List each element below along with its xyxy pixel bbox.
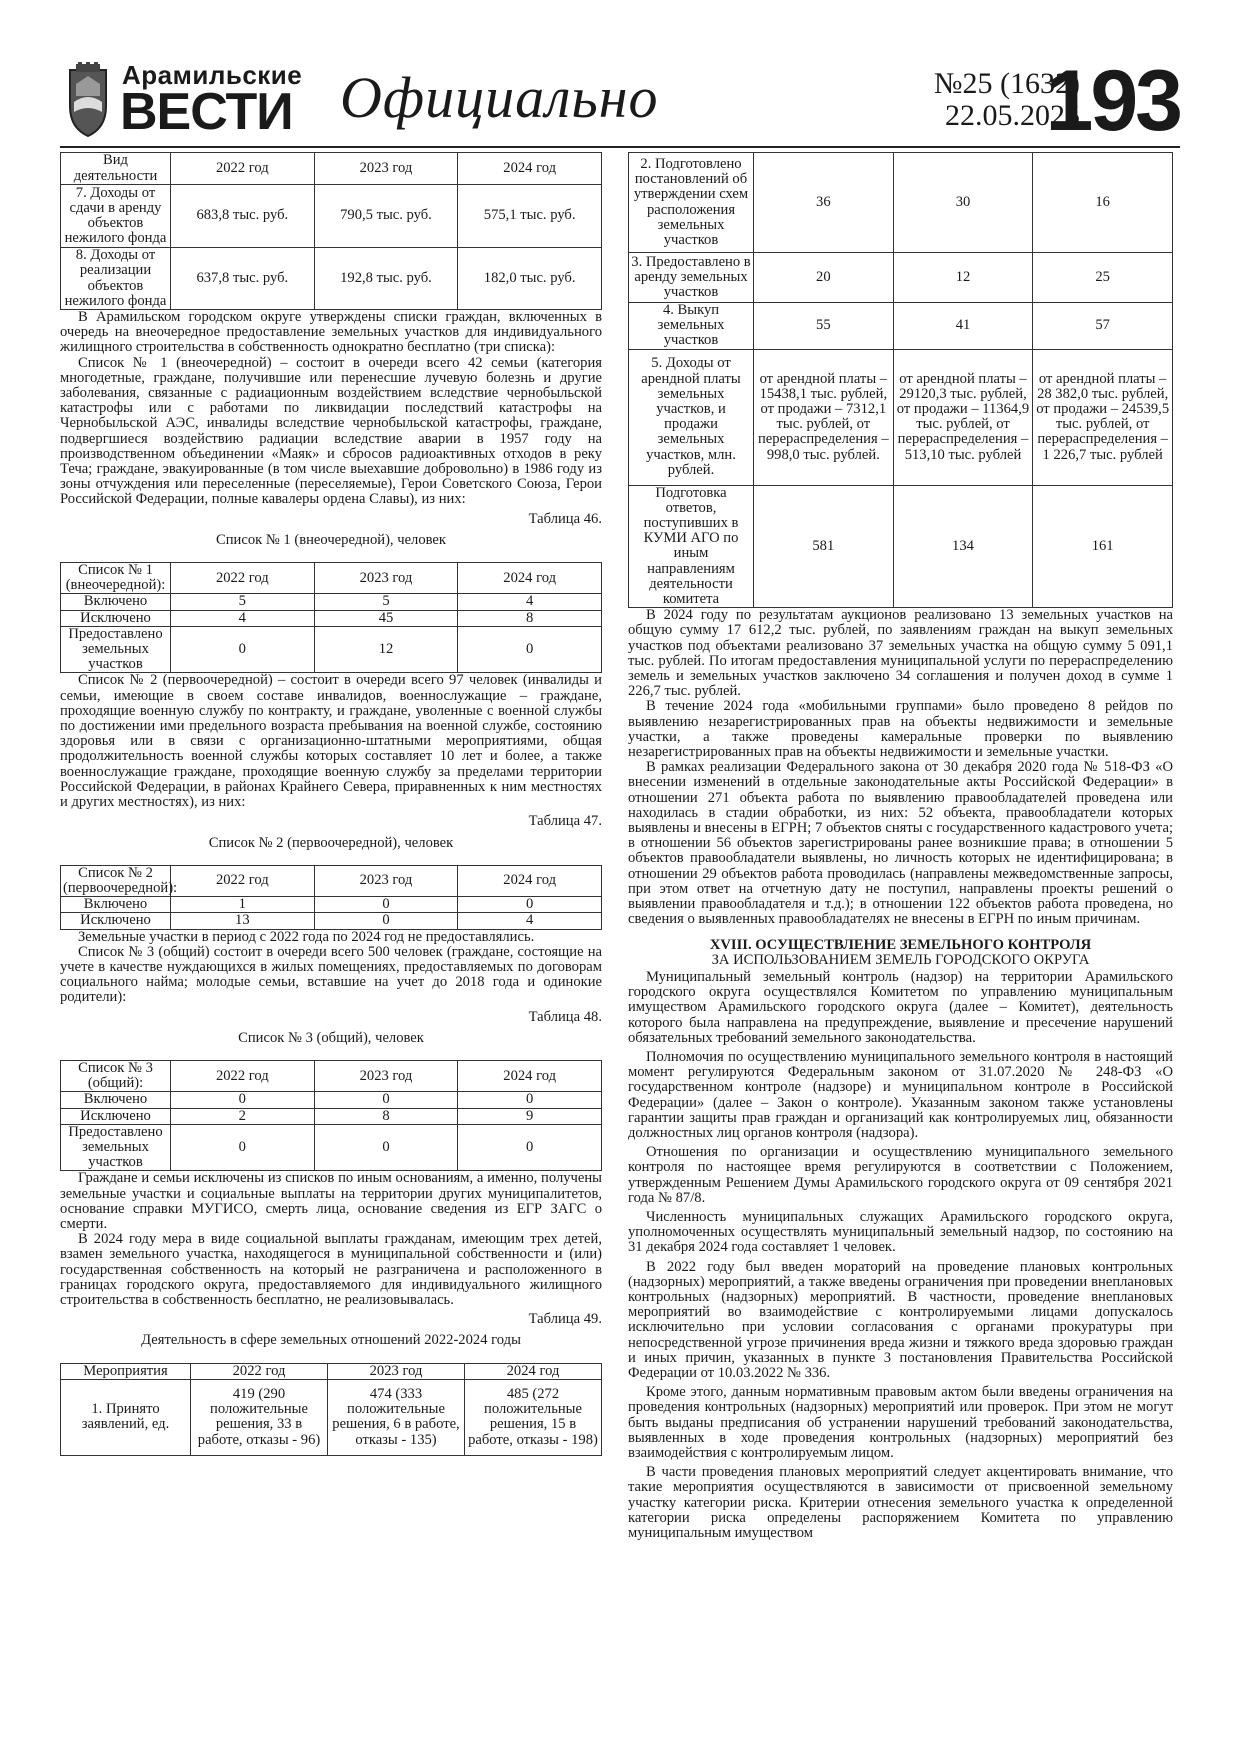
table-cell: от арендной платы – 15438,1 тыс. рублей, от продажи – 7312,1 тыс. рублей, от перераспределения – 998,0 тыс. рублей. xyxy=(754,349,894,485)
section-title: Официально xyxy=(340,65,659,130)
section-heading: XVIII. ОСУЩЕСТВЛЕНИЕ ЗЕМЕЛЬНОГО КОНТРОЛЯ xyxy=(709,936,1092,953)
issue-date: 22.05.2025 xyxy=(945,99,1080,132)
paragraph: Муниципальный земельный контроль (надзор) на территории Арамильского городского округа осуществлялся Комитетом по управлению муниципальным имуществом Арамильского городского округа (далее – Комитет), деятельность которого была направлена на предупреждение, выявление и пресечение нарушений обязательных требований земельного законодательства. xyxy=(628,968,1173,1046)
newspaper-logo[interactable] xyxy=(60,58,303,141)
paragraph: Граждане и семьи исключены из списков по иным основаниям, а именно, получены земельные участки и социальные выплаты на территории других муниципалитетов, основание справки МУГИСО, смерть лица, основание сведения из ЕГР ЗАГС о смерти. xyxy=(60,1170,602,1232)
table-header: 2022 год xyxy=(171,865,315,896)
table-cell: от арендной платы – 28 382,0 тыс. рублей, от продажи – 24539,5 тыс. рублей, от перераспределения – 1 226,7 тыс. рублей xyxy=(1033,349,1173,485)
table-cell: 2 xyxy=(171,1108,315,1124)
table-cell: 0 xyxy=(458,897,602,913)
table-cell: 13 xyxy=(171,913,315,929)
table-cell: 419 (290 положительные решения, 33 в работе, отказы - 96) xyxy=(191,1379,328,1455)
table-cell: Включено xyxy=(61,1092,171,1108)
table-cell: 134 xyxy=(893,485,1033,608)
table-cell: 0 xyxy=(171,1124,315,1171)
table-cell: 0 xyxy=(458,1092,602,1108)
table-cell: 474 (333 положительные решения, 6 в работе, отказы - 135) xyxy=(328,1379,465,1455)
paragraph: В 2024 году по результатам аукционов реализовано 13 земельных участков на общую сумму 17 612,2 тыс. рублей, по заявлениям граждан на выкуп земельных участков под объектами реализовано 37 земельных участка на общую сумму 5 091,1 тыс. рублей. По итогам предоставления муниципальной услуги по перераспределению земель и земельных участков заключено 34 соглашения и получен доход в сумме 1 226,7 тыс. рублей. xyxy=(628,607,1173,700)
table-cell: 12 xyxy=(893,253,1033,303)
table-cell: 790,5 тыс. руб. xyxy=(314,185,458,248)
table-caption: Таблица 47. xyxy=(528,813,602,830)
table-cell: 0 xyxy=(314,897,458,913)
table-cell: 8. Доходы от реализации объектов нежилого фонда xyxy=(61,248,171,310)
brand-bottom: ВЕСТИ xyxy=(120,83,293,141)
table-cell: 1 xyxy=(171,897,315,913)
paragraph: Численность муниципальных служащих Арамильского городского округа, уполномоченных осуществлять муниципальный земельный надзор, по состоянию на 31 декабря 2024 года составляет 1 человек. xyxy=(628,1208,1173,1256)
paragraph: В рамках реализации Федерального закона от 30 декабря 2020 года № 518-ФЗ «О внесении изменений в отдельные законодательные акты Российской Федерации» в отношении 271 объекта работа по выявлению правообладателей проведена или находилась в стадии обработки, из них: 52 объекта, правообладатели которых выявлены и внесены в ЕГРН; 7 объектов сняты с государственного кадастрового учета; в отношении 56 объектов зарегистрированы ранее возникшие права; в отношении 5 объектов правообладатели выявлены, но личность которых не идентифицирована; в отношении 29 объектов работа проводилась (направлены межведомственные запросы, при этом ответ на отчетную дату не поступил, направлены проекты решений о выявлении правообладателя и т.д.); в отношении 122 объектов работа проведена, но сведения о выявленных правообладателях не внесены в ЕГРН по иным причинам. xyxy=(628,759,1173,928)
table-cell: 45 xyxy=(314,610,458,626)
table-header: 2022 год xyxy=(171,1060,315,1091)
table-cell: Подготовка ответов, поступивших в КУМИ АГО по иным направлениям деятельности комитета xyxy=(629,485,754,608)
table-cell: 16 xyxy=(1033,153,1173,253)
paragraph: В 2022 году был введен мораторий на проведение плановых контрольных (надзорных) мероприятий, а также введены ограничения при проведении внеплановых контрольных (надзорных) мероприятий. В частности, проведение внеплановых мероприятий во взаимодействие с контролируемыми лицами допускалось исключительно при условии согласования с органами прокуратуры при непосредственной угрозе причинения вреда жизни и тяжкого вреда здоровью граждан и иных причин, указанных в пункте 3 постановления Правительства Российской Федерации от 10.03.2022 № 336. xyxy=(628,1258,1173,1381)
paragraph: В Арамильском городском округе утверждены списки граждан, включенных в очередь на внеочередное предоставление земельных участков для индивидуального жилищного строительства в собственность однократно бесплатно (три списка): xyxy=(60,309,602,356)
table-cell: от арендной платы – 29120,3 тыс. рублей, от продажи – 11364,9 тыс. рублей, от перераспределения – 513,10 тыс. рублей xyxy=(893,349,1033,485)
table-cell: 683,8 тыс. руб. xyxy=(171,185,315,248)
table-cell: Включено xyxy=(61,594,171,610)
table-cell: 5. Доходы от арендной платы земельных участков, и продажи земельных участков, млн. рублей. xyxy=(629,349,754,485)
table-title: Деятельность в сфере земельных отношений 2022-2024 годы xyxy=(141,1332,521,1349)
table-caption: Таблица 48. xyxy=(528,1008,602,1025)
table-cell: 4 xyxy=(171,610,315,626)
table-cell: 637,8 тыс. руб. xyxy=(171,248,315,310)
table-cell: 4 xyxy=(458,594,602,610)
paragraph: Отношения по организации и осуществлению муниципального земельного контроля по настоящее время регулируются в соответствии с Положением, утвержденным Решением Думы Арамильского городского округа от 09 сентября 2021 года № 87/8. xyxy=(628,1144,1173,1206)
table-header: Список № 3 (общий): xyxy=(61,1060,171,1091)
paragraph: Список № 2 (первоочередной) – состоит в очереди всего 97 человек (инвалиды и семьи, имеющие в своем составе инвалидов, военнослужащие – граждане, проходящие военную службу по контракту, и граждане, уволенные с военной службы по достижении ими предельного возраста пребывания на военной службе, состоянию здоровья или в связи с организационно-штатными мероприятиями, общая продолжительность военной службы которых составляет 10 лет и более, а также военнослужащие граждане, проходящие военную службу за пределами территории Российской Федерации, в районах Крайнего Севера, приравненных к ним местностях и других местностях), из них: xyxy=(60,672,602,811)
table-cell: 2. Подготовлено постановлений об утверждении схем расположения земельных участков xyxy=(629,153,754,253)
table-header: 2023 год xyxy=(314,153,458,185)
table-header: Список № 1 (внеочередной): xyxy=(61,563,171,594)
table-cell: 20 xyxy=(754,253,894,303)
table-cell: Предоставлено земельных участков xyxy=(61,626,171,673)
table-cell: 55 xyxy=(754,303,894,350)
table-title: Список № 3 (общий), человек xyxy=(238,1029,424,1046)
table-header: 2022 год xyxy=(171,153,315,185)
table-header: 2023 год xyxy=(314,1060,458,1091)
table-caption: Таблица 49. xyxy=(528,1311,602,1328)
table-caption: Таблица 46. xyxy=(528,510,602,527)
table-49 xyxy=(60,1363,602,1456)
paragraph: Земельные участки в период с 2022 года по 2024 год не предоставлялись. xyxy=(78,928,535,945)
table-title: Список № 2 (первоочередной), человек xyxy=(208,834,454,851)
table-header: 2023 год xyxy=(314,563,458,594)
table-cell: 182,0 тыс. руб. xyxy=(458,248,602,310)
paragraph: В части проведения плановых мероприятий следует акцентировать внимание, что такие мероприятия осуществляются в зависимости от присвоенной земельному участку категории риска. Критерии отнесения земельного участка к определенной категории риска определены распоряжением Комитета по управлению муниципальным имуществом xyxy=(628,1464,1173,1542)
paragraph: Список № 1 (внеочередной) – состоит в очереди всего 42 семьи (категория многодетные, граждане, получившие или перенесшие лучевую болезнь и другие заболевания, связанные с радиационным воздействием вследствие чернобыльской катастрофы или с работами по ликвидации последствий катастрофы на Чернобыльской АЭС, инвалиды вследствие чернобыльской катастрофы, граждане, подвергшиеся воздействию радиации вследствие аварии в 1957 году на производственном объединении «Маяк» и сбросов радиоактивных отходов в реку Теча; граждане, эвакуированные (в том числе выехавшие добровольно) в 1986 году из зоны отчуждения или переселенные (переселяемые), Герои Советского Союза, Герои Российской Федерации, полные кавалеры ордена Славы), из них: xyxy=(60,354,602,508)
table-header: 2023 год xyxy=(314,865,458,896)
coat-of-arms-icon xyxy=(60,62,116,138)
brand-top: Арамильские xyxy=(122,60,303,90)
table-cell: 25 xyxy=(1033,253,1173,303)
table-header: 2024 год xyxy=(465,1363,602,1379)
table-header: 2023 год xyxy=(328,1363,465,1379)
table-cell: 41 xyxy=(893,303,1033,350)
table-cell: 0 xyxy=(458,626,602,673)
table-48 xyxy=(60,1060,602,1171)
table-cell: 4 xyxy=(458,913,602,929)
paragraph: Список № 3 (общий) состоит в очереди всего 500 человек (граждане, состоящие на учете в качестве нуждающихся в жилых помещениях, предоставляемых по договорам социального найма; молодые семьи, вставшие на учет до 2018 года и одинокие родители): xyxy=(60,943,602,1006)
table-cell: 3. Предоставлено в аренду земельных участков xyxy=(629,253,754,303)
table-49-continued xyxy=(628,152,1173,608)
table-cell: 0 xyxy=(458,1124,602,1171)
table-cell: 0 xyxy=(171,1092,315,1108)
left-column xyxy=(60,152,602,1456)
table-cell: 4. Выкуп земельных участков xyxy=(629,303,754,350)
table-cell: Исключено xyxy=(61,1108,171,1124)
table-cell: 12 xyxy=(314,626,458,673)
table-47 xyxy=(60,865,602,930)
table-cell: 8 xyxy=(458,610,602,626)
table-header: 2024 год xyxy=(458,1060,602,1091)
page-number: 193 xyxy=(1045,53,1180,149)
header-divider xyxy=(60,146,1180,148)
table-cell: 0 xyxy=(314,1092,458,1108)
paragraph: В течение 2024 года «мобильными группами» было проведено 8 рейдов по выявлению незарегистрированных прав на объекты недвижимости и земельные участки, а также проведены камеральные проверки по выявлению незарегистрированных прав на объекты недвижимости и земельные участки. xyxy=(628,698,1173,761)
paragraph: Полномочия по осуществлению муниципального земельного контроля в настоящий момент регулируются Федеральным законом от 31.07.2020 № 248-ФЗ «О государственном контроле (надзоре) и муниципальном контроле в Российской Федерации» (далее – Закон о контроле). Указанным законом также установлены гарантии защиты прав граждан и организаций как контролируемых лиц, обязанности должностных лиц органов контроля (надзора). xyxy=(628,1048,1173,1141)
table-cell: 7. Доходы от сдачи в аренду объектов нежилого фонда xyxy=(61,185,171,248)
table-cell: 5 xyxy=(314,594,458,610)
issue-number: №25 (1632) xyxy=(933,67,1080,100)
right-column xyxy=(628,152,1173,1541)
table-cell: 30 xyxy=(893,153,1033,253)
table-header: 2024 год xyxy=(458,563,602,594)
table-header: 2024 год xyxy=(458,865,602,896)
section-subheading: ЗА ИСПОЛЬЗОВАНИЕМ ЗЕМЕЛЬ ГОРОДСКОГО ОКРУГА xyxy=(711,951,1090,968)
table-cell: 575,1 тыс. руб. xyxy=(458,185,602,248)
table-cell: 161 xyxy=(1033,485,1173,608)
table-header: 2022 год xyxy=(171,563,315,594)
table-cell: 0 xyxy=(314,1124,458,1171)
table-cell: 8 xyxy=(314,1108,458,1124)
table-cell: 192,8 тыс. руб. xyxy=(314,248,458,310)
table-cell: 485 (272 положительные решения, 15 в работе, отказы - 198) xyxy=(465,1379,602,1455)
table-cell: Исключено xyxy=(61,610,171,626)
table-header: Список № 2 (первоочередной): xyxy=(61,865,171,896)
table-header: Вид деятельности xyxy=(61,153,171,185)
table-cell: 36 xyxy=(754,153,894,253)
table-46 xyxy=(60,562,602,673)
table-cell: 0 xyxy=(314,913,458,929)
table-cell: Включено xyxy=(61,897,171,913)
table-cell: 5 xyxy=(171,594,315,610)
table-title: Список № 1 (внеочередной), человек xyxy=(215,531,446,548)
paragraph: В 2024 году мера в виде социальной выплаты гражданам, имеющим трех детей, взамен земельного участка, находящегося в муниципальной собственности и (или) государственная собственность на который не разграничена и расположенного в границах городского округа, предоставляемого для индивидуального жилищного строительства в собственность бесплатно, не реализовывалась. xyxy=(60,1231,602,1308)
table-header: Мероприятия xyxy=(61,1363,191,1379)
table-header: 2022 год xyxy=(191,1363,328,1379)
paragraph: Кроме этого, данным нормативным правовым актом были введены ограничения на проведения контрольных (надзорных) мероприятий или проверок. При этом не могут быть выданы предписания об устранении нарушений требований законодательства, выявленных в ходе проведения контрольных (надзорных) мероприятий без взаимодействия с контролируемым лицом. xyxy=(628,1384,1173,1461)
table-cell: Исключено xyxy=(61,913,171,929)
table-cell: 57 xyxy=(1033,303,1173,350)
table-cell: 581 xyxy=(754,485,894,608)
table-cell: 0 xyxy=(171,626,315,673)
table-cell: 9 xyxy=(458,1108,602,1124)
page-header xyxy=(60,53,1180,149)
table-activity-top xyxy=(60,152,602,310)
table-cell: Предоставлено земельных участков xyxy=(61,1124,171,1171)
table-cell: 1. Принято заявлений, ед. xyxy=(61,1379,191,1455)
table-header: 2024 год xyxy=(458,153,602,185)
